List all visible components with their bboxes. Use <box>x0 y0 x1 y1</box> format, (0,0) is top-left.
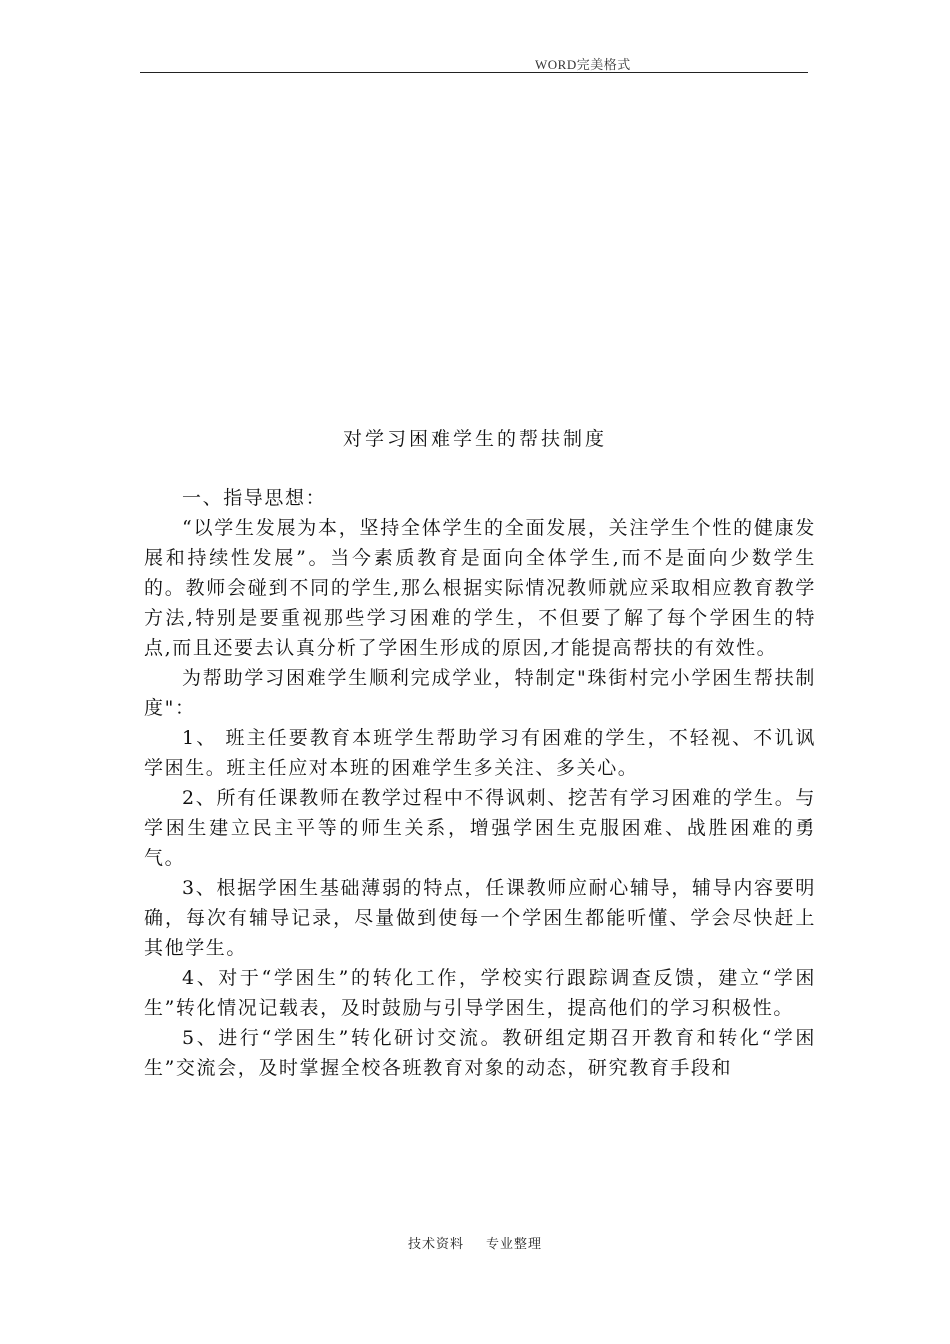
list-item: 1、 班主任要教育本班学生帮助学习有困难的学生，不轻视、不讥讽学困生。班主任应对本班的困难学生多关注、多关心。 <box>144 727 816 779</box>
list-item: 3、根据学困生基础薄弱的特点，任课教师应耐心辅导，辅导内容要明确，每次有辅导记录，尽量做到使每一个学困生都能听懂、学会尽快赶上其他学生。 <box>144 877 816 959</box>
document-body <box>144 483 816 1083</box>
page-footer <box>0 1233 950 1252</box>
paragraph: 为帮助学习困难学生顺利完成学业，特制定"珠街村完小学困生帮扶制度"： <box>144 667 816 719</box>
section-heading: 一、指导思想： <box>182 487 327 509</box>
footer-left-text: 技术资料 <box>407 1237 464 1252</box>
paragraph: “以学生发展为本，坚持全体学生的全面发展，关注学生个性的健康发展和持续性发展”。当今素质教育是面向全体学生,而不是面向少数学生的。教师会碰到不同的学生,那么根据实际情况教师就应采取相应教育教学方法,特别是要重视那些学习困难的学生，不但要了解了每个学困生的特点,而且还要去认真分析了学困生形成的原因,才能提高帮扶的有效性。 <box>144 517 816 659</box>
page-header <box>140 52 808 73</box>
list-item: 5、进行“学困生”转化研讨交流。教研组定期召开教育和转化“学困生”交流会，及时掌握全校各班教育对象的动态，研究教育手段和 <box>144 1027 816 1079</box>
document-title: 对学习困难学生的帮扶制度 <box>342 428 607 450</box>
header-text: WORD完美格式 <box>535 57 631 72</box>
list-item: 4、对于“学困生”的转化工作，学校实行跟踪调查反馈，建立“学困生”转化情况记载表，及时鼓励与引导学困生，提高他们的学习积极性。 <box>144 967 816 1019</box>
footer-right-text: 专业整理 <box>486 1237 543 1252</box>
list-item: 2、所有任课教师在教学过程中不得讽刺、挖苦有学习困难的学生。与学困生建立民主平等的师生关系，增强学困生克服困难、战胜困难的勇气。 <box>144 787 816 869</box>
